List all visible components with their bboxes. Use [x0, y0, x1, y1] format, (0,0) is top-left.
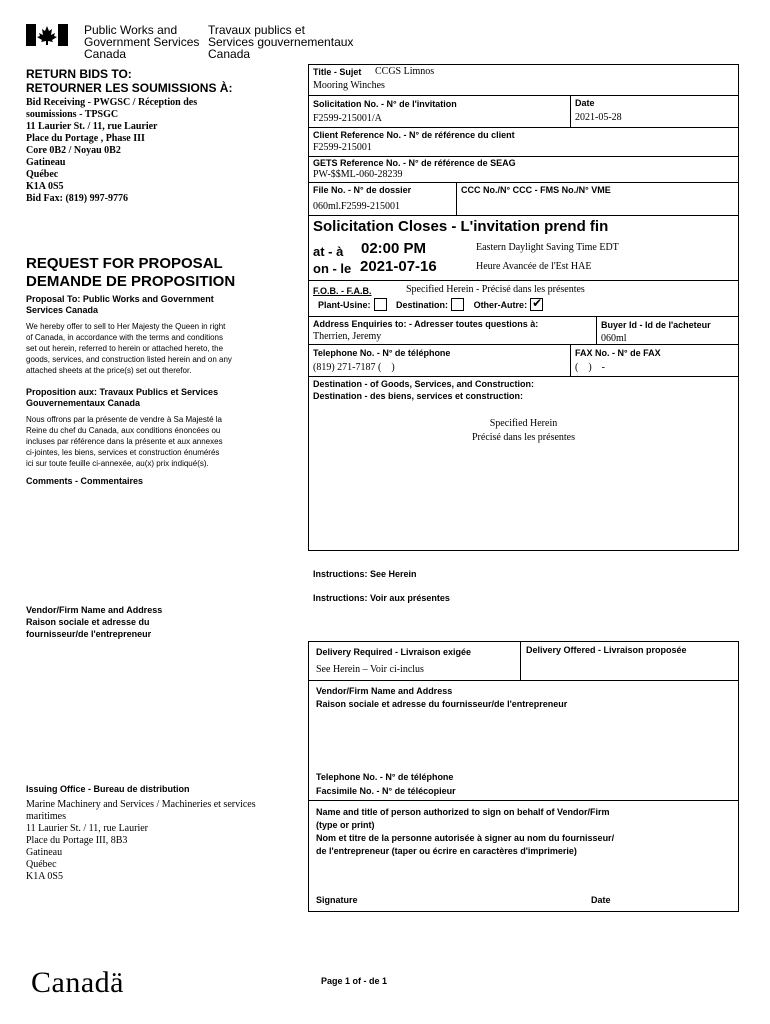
- gets-reference-value: PW-$$ML-060-28239: [313, 169, 403, 180]
- telephone-label: Telephone No. - N° de téléphone: [313, 348, 451, 358]
- delivery-required-value: See Herein – Voir ci-inclus: [316, 664, 424, 675]
- solicitation-closes-title: Solicitation Closes - L'invitation prend fin: [313, 218, 609, 235]
- solicitation-number-label: Solicitation No. - N° de l'invitation: [313, 99, 457, 109]
- title-label: Title - Sujet: [313, 67, 362, 77]
- signature-label: Signature: [316, 895, 358, 905]
- fob-value: Specified Herein - Précisé dans les présentes: [406, 284, 585, 295]
- vendor-name-label-fr: Raison sociale et adresse du fournisseur/de l'entrepreneur: [316, 699, 568, 709]
- destination-goods-label-en: Destination - of Goods, Services, and Construction:: [313, 379, 535, 389]
- date-label: Date: [575, 98, 595, 108]
- closing-date-label: on - le: [313, 261, 352, 276]
- canada-flag-icon: [26, 24, 68, 46]
- fob-checkbox-row: [318, 296, 546, 312]
- issuing-office-address: Marine Machinery and Services / Machineries et services maritimes 11 Laurier St. / 11, rue Laurier Place du Portage III, 8B3 Gatineau Québec K1A 0S5: [26, 799, 256, 882]
- buyer-id-label: Buyer Id - Id de l'acheteur: [601, 320, 711, 330]
- title-value-line2: Mooring Winches: [313, 80, 385, 91]
- destination-value-en: Specified Herein: [489, 418, 558, 429]
- ccc-number-label: CCC No./N° CCC - FMS No./N° VME: [461, 185, 611, 195]
- solicitation-number-value: F2599-215001/A: [313, 113, 382, 124]
- check-mark-icon: ✔: [532, 296, 543, 310]
- instructions-en: Instructions: See Herein: [313, 569, 417, 579]
- title-value-line1: CCGS Limnos: [375, 66, 435, 77]
- file-number-label: File No. - N° de dossier: [313, 185, 412, 195]
- department-name-french: Travaux publics et Services gouvernementaux Canada: [208, 23, 354, 61]
- return-bids-heading-en: RETURN BIDS TO:: [26, 67, 132, 81]
- fax-label: FAX No. - N° de FAX: [575, 348, 661, 358]
- destination-value-fr: Précisé dans les présentes: [471, 432, 576, 443]
- offer-text-en: We hereby offer to sell to Her Majesty the Queen in right of Canada, in accordance with the terms and conditions set out herein, referred to herein or attached hereto, the goods, services, and construction listed herein and on any attached sheets at the price(s) set out therefor.: [26, 322, 232, 375]
- return-address: Bid Receiving - PWGSC / Réception des soumissions - TPSGC 11 Laurier St. / 11, rue Laurier Place du Portage , Phase III Core 0B2 / Noyau 0B2 Gatineau Québec K1A 0S5 Bid Fax: (819) 997-9776: [26, 97, 198, 204]
- destination-goods-label-fr: Destination - des biens, services et construction:: [313, 391, 524, 401]
- closing-date-value: 2021-07-16: [360, 258, 437, 275]
- date-value: 2021-05-28: [575, 112, 622, 123]
- vendor-label-left: Vendor/Firm Name and Address Raison sociale et adresse du fournisseur/de l'entrepreneur: [26, 605, 163, 639]
- telephone-value: (819) 271-7187 ( ): [313, 362, 395, 373]
- address-enquiries-label: Address Enquiries to: - Adresser toutes questions à:: [313, 319, 539, 329]
- closing-time-label: at - à: [313, 244, 344, 259]
- destination-checkbox[interactable]: [451, 298, 464, 311]
- delivery-offered-label: Delivery Offered - Livraison proposée: [526, 645, 687, 655]
- instructions-fr: Instructions: Voir aux présentes: [313, 593, 450, 603]
- other-checkbox[interactable]: [530, 298, 543, 311]
- vendor-telephone-label: Telephone No. - N° de téléphone: [316, 772, 454, 782]
- time-zone-fr: Heure Avancée de l'Est HAE: [476, 261, 592, 272]
- delivery-required-label: Delivery Required - Livraison exigée: [316, 647, 472, 657]
- client-reference-label: Client Reference No. - N° de référence du client: [313, 130, 515, 140]
- plant-label: Plant-Usine:: [318, 299, 371, 310]
- fob-label: F.O.B. - F.A.B.: [313, 286, 372, 296]
- return-bids-heading-fr: RETOURNER LES SOUMISSIONS À:: [26, 81, 233, 95]
- address-enquiries-value: Therrien, Jeremy: [313, 331, 382, 342]
- fax-value: ( ) -: [575, 362, 605, 373]
- closing-time-value: 02:00 PM: [361, 240, 427, 257]
- department-name-english: Public Works and Government Services Canada: [84, 23, 200, 61]
- offer-text-fr: Nous offrons par la présente de vendre à Sa Majesté la Reine du chef du Canada, aux conditions énoncées ou incluses par référence dans la présente et aux annexes ci-jointes, les biens, services et construction énumérés ici sur toute feuille ci-annexée, au(x) prix indiqué(s).: [26, 415, 223, 468]
- proposal-to-fr: Proposition aux: Travaux Publics et Services Gouvernementaux Canada: [26, 387, 219, 408]
- page-number: Page 1 of - de 1: [321, 976, 388, 986]
- rfp-heading-en: REQUEST FOR PROPOSAL: [26, 255, 223, 272]
- issuing-office-label: Issuing Office - Bureau de distribution: [26, 784, 190, 794]
- proposal-to-en: Proposal To: Public Works and Government Services Canada: [26, 294, 214, 315]
- signature-date-label: Date: [591, 895, 611, 905]
- rfp-heading-fr: DEMANDE DE PROPOSITION: [26, 273, 236, 290]
- other-label: Other-Autre:: [473, 299, 528, 310]
- client-reference-value: F2599-215001: [313, 142, 372, 153]
- plant-checkbox[interactable]: [374, 298, 387, 311]
- gets-reference-label: GETS Reference No. - N° de référence de SEAG: [313, 158, 516, 168]
- canada-wordmark: Canadä: [31, 966, 124, 999]
- vendor-facsimile-label: Facsimile No. - N° de télécopieur: [316, 786, 456, 796]
- vendor-name-label-en: Vendor/Firm Name and Address: [316, 686, 453, 696]
- time-zone-en: Eastern Daylight Saving Time EDT: [476, 242, 619, 253]
- authorized-person-label: Name and title of person authorized to sign on behalf of Vendor/Firm (type or print) Nom et titre de la personne autorisée à signer au nom du fournisseur/ de l'entrepreneur (taper ou écrire en caractères d'imprimerie): [316, 807, 615, 856]
- file-number-value: 060ml.F2599-215001: [313, 201, 400, 212]
- destination-checkbox-label: Destination:: [396, 299, 449, 310]
- buyer-id-value: 060ml: [601, 333, 627, 344]
- comments-label: Comments - Commentaires: [26, 476, 144, 486]
